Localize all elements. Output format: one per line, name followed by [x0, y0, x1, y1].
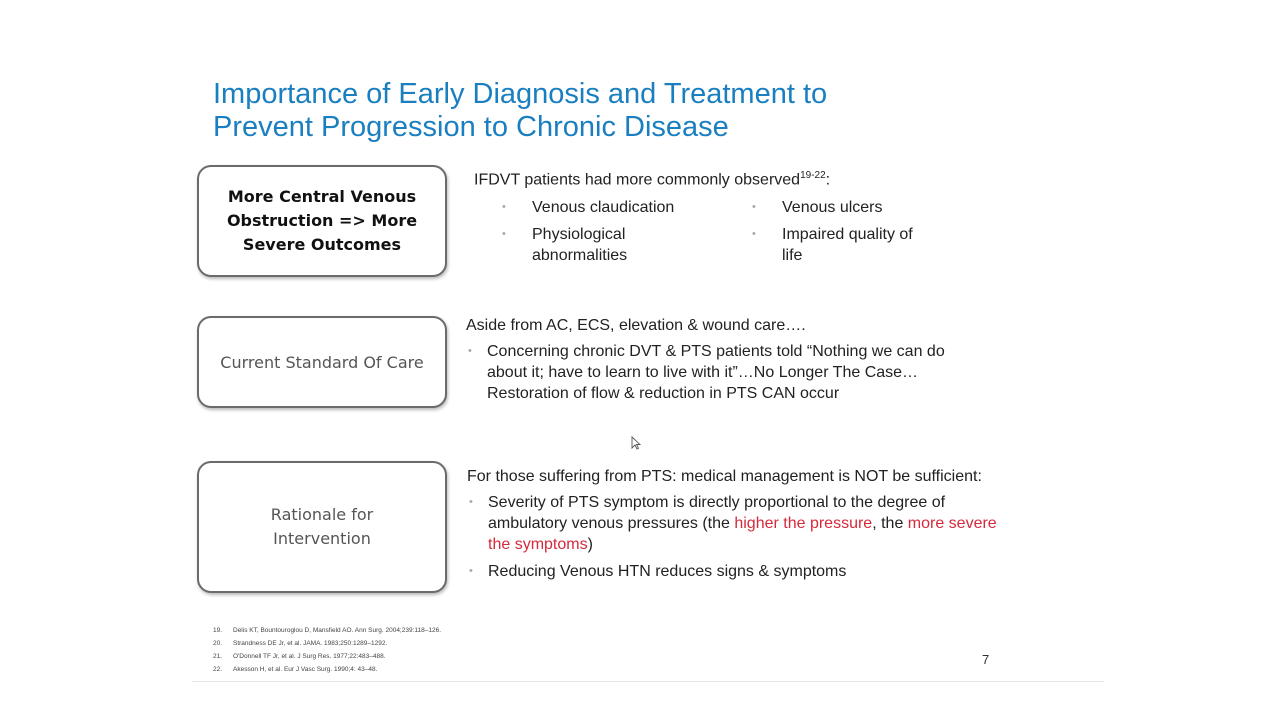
standard-of-care-box: [197, 316, 447, 408]
highlight-higher-pressure: higher the pressure: [734, 515, 873, 532]
rationale-bullets: [467, 492, 1012, 582]
outcomes-content: [474, 165, 994, 266]
outcomes-box: [197, 165, 447, 277]
outcomes-box-label: More Central Venous Obstruction => More Severe Outcomes: [226, 187, 418, 254]
list-item: • Venous claudication: [498, 197, 748, 218]
list-item: • Impaired quality of life: [748, 224, 948, 266]
outcomes-lead-citation: 19-22: [800, 170, 826, 181]
list-item: • Reducing Venous HTN reduces signs & symptoms: [467, 561, 1012, 582]
slide-title: [213, 78, 1013, 144]
standard-of-care-box-label: Current Standard Of Care: [220, 352, 424, 372]
rationale-lead: For those suffering from PTS: medical management is NOT be sufficient:: [467, 468, 982, 485]
standard-of-care-lead: Aside from AC, ECS, elevation & wound care….: [466, 317, 806, 334]
list-item: • Venous ulcers: [748, 197, 948, 218]
rationale-box-label: Rationale for Intervention: [270, 505, 374, 548]
reference-item: 21. O'Donnell TF Jr, et al. J Surg Res. 1977;22:483–488.: [213, 653, 386, 660]
highlight-more-severe: more severe the symptoms: [488, 515, 997, 553]
standard-of-care-bullets: [466, 341, 1006, 404]
rationale-box: [197, 461, 447, 593]
mouse-pointer-icon: [631, 436, 641, 450]
reference-item: 19. Delis KT, Bountouroglou D, Mansfield AO. Ann Surg. 2004;239:118–126.: [213, 627, 442, 634]
reference-item: 20. Strandness DE Jr, et al. JAMA. 1983;250:1289–1292.: [213, 640, 388, 647]
list-item: • Physiological abnormalities: [498, 224, 748, 266]
bottom-divider: [192, 681, 1104, 682]
rationale-content: [467, 466, 1012, 588]
title-line-2: Prevent Progression to Chronic Disease: [213, 111, 729, 143]
outcomes-lead-colon: :: [825, 171, 831, 189]
outcomes-lead-text: IFDVT patients had more commonly observed: [474, 171, 801, 189]
references: [213, 624, 441, 676]
page-number: 7: [982, 652, 990, 667]
outcomes-lead: [474, 165, 994, 190]
list-item: • Concerning chronic DVT & PTS patients told “Nothing we can do about it; have to learn to live with it”…No Longer The Case…Restoration of flow & reduction in PTS CAN occur: [466, 341, 987, 404]
reference-item: 22. Akesson H, et al. Eur J Vasc Surg. 1990;4: 43–48.: [213, 666, 378, 673]
standard-of-care-content: [466, 315, 1006, 410]
outcomes-bullet-grid: [474, 197, 994, 266]
title-line-1: Importance of Early Diagnosis and Treatment to: [213, 78, 828, 110]
list-item: • Severity of PTS symptom is directly proportional to the degree of ambulatory venous pressures (the higher the pressure, the more severe the symptoms): [467, 492, 998, 555]
